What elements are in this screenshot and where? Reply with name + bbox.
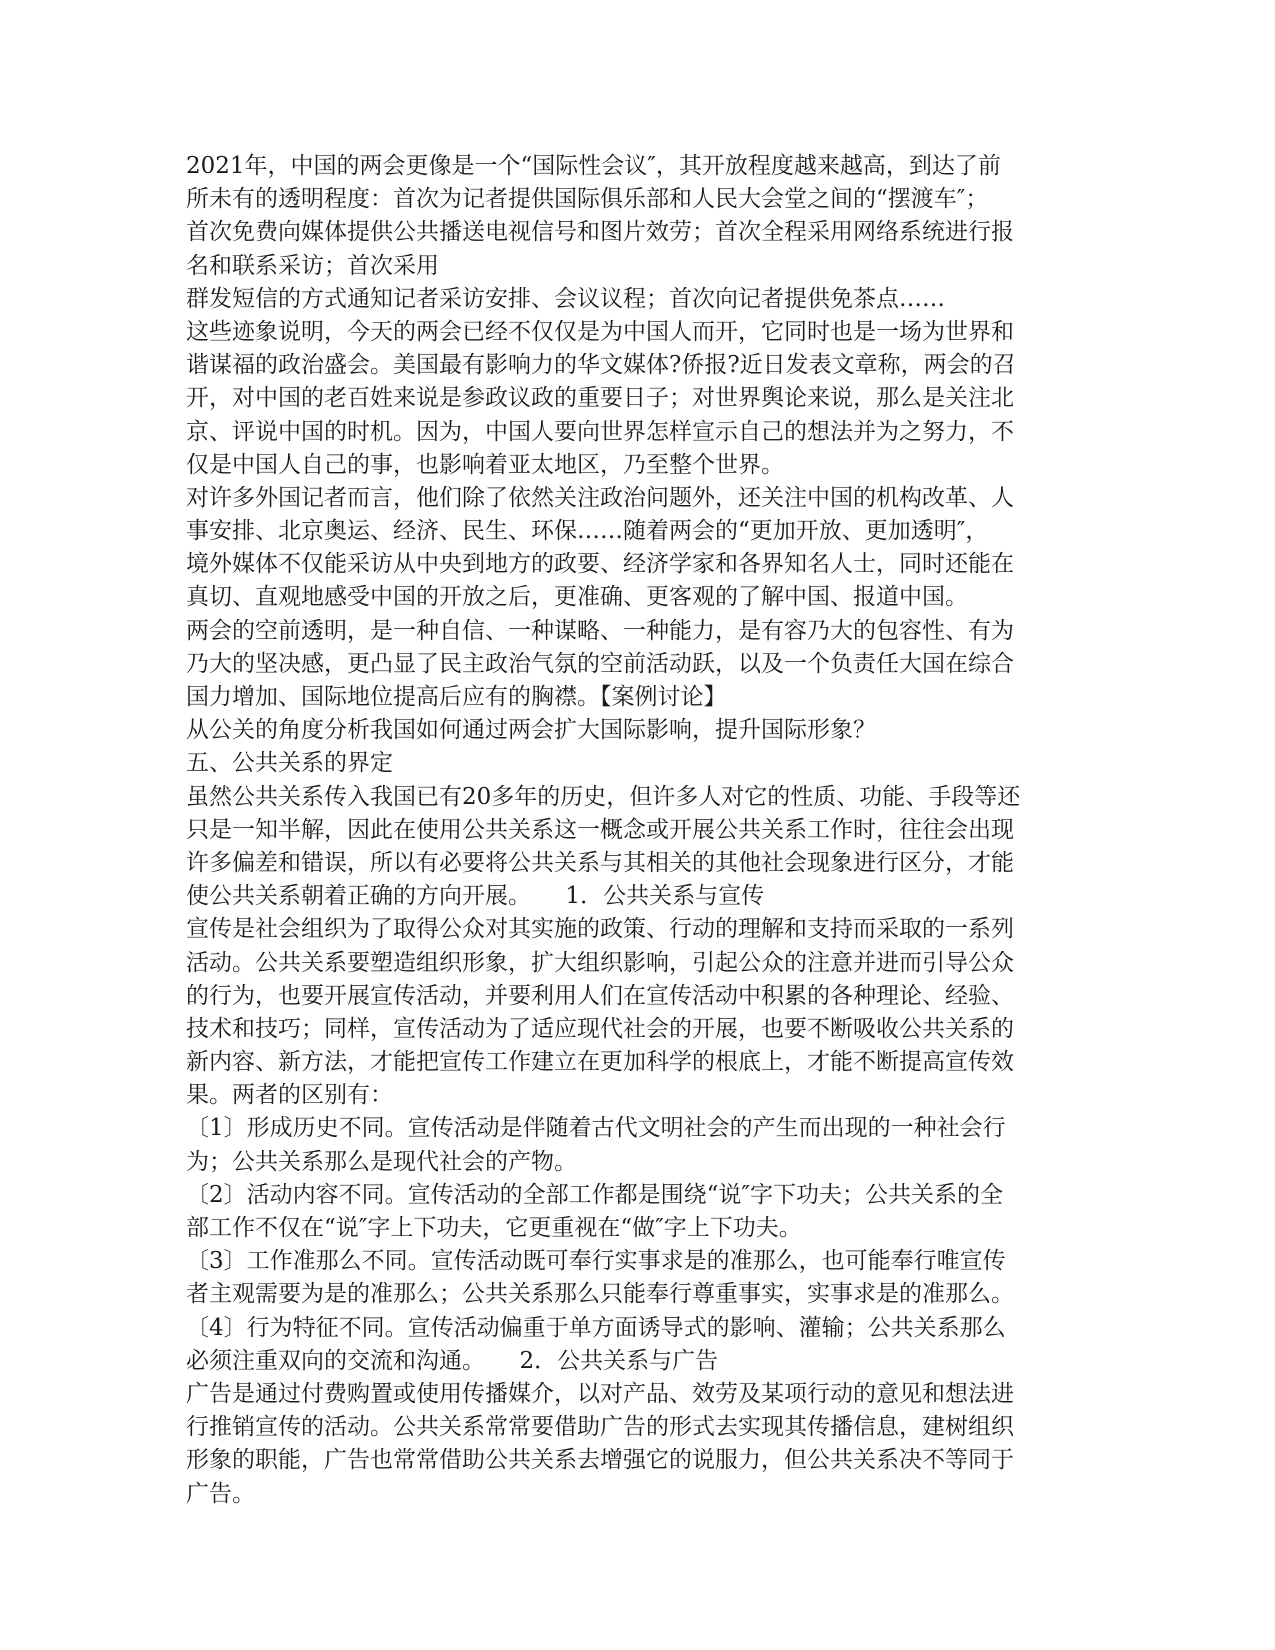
text-line: 广告是通过付费购置或使用传播媒介，以对产品、效劳及某项行动的意见和想法进 xyxy=(186,1380,1014,1407)
text-line: 事安排、北京奥运、经济、民生、环保……随着两会的“更加开放、更加透明″， xyxy=(186,518,989,545)
document-body xyxy=(186,150,1088,1511)
text-line: 使公共关系朝着正确的方向开展。 1．公共关系与宣传 xyxy=(186,883,765,910)
text-line: 这些迹象说明，今天的两会已经不仅仅是为中国人而开，它同时也是一场为世界和 xyxy=(186,318,1014,345)
text-line: 宣传是社会组织为了取得公众对其实施的政策、行动的理解和支持而采取的一系列 xyxy=(186,916,1014,943)
text-line: 京、评说中国的时机。因为，中国人要向世界怎样宣示自己的想法并为之努力，不 xyxy=(186,418,1014,445)
text-line: 〔1〕形成历史不同。宣传活动是伴随着古代文明社会的产生而出现的一种社会行 xyxy=(186,1115,1006,1142)
text-line: 仅是中国人自己的事，也影响着亚太地区，乃至整个世界。 xyxy=(186,451,784,478)
text-line: 许多偏差和错误，所以有必要将公共关系与其相关的其他社会现象进行区分，才能 xyxy=(186,849,1014,876)
text-line: 对许多外国记者而言，他们除了依然关注政治问题外，还关注中国的机构改革、人 xyxy=(186,484,1014,511)
text-line: 乃大的坚决感，更凸显了民主政治气氛的空前活动跃，以及一个负责任大国在综合 xyxy=(186,650,1014,677)
text-line: 开，对中国的老百姓来说是参政议政的重要日子；对世界舆论来说，那么是关注北 xyxy=(186,385,1014,412)
text-line: 群发短信的方式通知记者采访安排、会议议程；首次向记者提供免茶点…… xyxy=(186,285,945,312)
text-line: 果。两者的区别有： xyxy=(186,1082,393,1109)
text-line: 2021年，中国的两会更像是一个“国际性会议″，其开放程度越来越高，到达了前 xyxy=(186,153,1001,179)
text-line: 名和联系采访；首次采用 xyxy=(186,252,439,279)
text-line: 广告。 xyxy=(186,1480,255,1507)
text-line: 〔3〕工作准那么不同。宣传活动既可奉行实事求是的准那么，也可能奉行唯宣传 xyxy=(186,1248,1006,1275)
text-line: 新内容、新方法，才能把宣传工作建立在更加科学的根底上，才能不断提高宣传效 xyxy=(186,1049,1014,1076)
text-line: 部工作不仅在“说″字上下功夫，它更重视在“做″字上下功夫。 xyxy=(186,1215,802,1241)
text-line: 形象的职能，广告也常常借助公共关系去增强它的说服力，但公共关系决不等同于 xyxy=(186,1447,1014,1474)
text-line: 五、公共关系的界定 xyxy=(186,750,393,777)
text-line: 境外媒体不仅能采访从中央到地方的政要、经济学家和各界知名人士，同时还能在 xyxy=(186,551,1014,578)
text-line: 从公关的角度分析我国如何通过两会扩大国际影响，提升国际形象？ xyxy=(186,717,876,744)
text-line: 〔4〕行为特征不同。宣传活动偏重于单方面诱导式的影响、灌输；公共关系那么 xyxy=(186,1314,1006,1341)
text-line: 两会的空前透明，是一种自信、一种谋略、一种能力，是有容乃大的包容性、有为 xyxy=(186,617,1014,644)
text-line: 所未有的透明程度：首次为记者提供国际俱乐部和人民大会堂之间的“摆渡车″； xyxy=(186,186,989,213)
text-line: 首次免费向媒体提供公共播送电视信号和图片效劳；首次全程采用网络系统进行报 xyxy=(186,219,1014,246)
text-line: 者主观需要为是的准那么；公共关系那么只能奉行尊重事实，实事求是的准那么。 xyxy=(186,1281,1014,1308)
text-line: 活动。公共关系要塑造组织形象，扩大组织影响，引起公众的注意并进而引导公众 xyxy=(186,949,1014,976)
text-line: 〔2〕活动内容不同。宣传活动的全部工作都是围绕“说″字下功夫；公共关系的全 xyxy=(186,1181,1003,1208)
text-line: 真切、直观地感受中国的开放之后，更准确、更客观的了解中国、报道中国。 xyxy=(186,584,968,611)
text-line: 国力增加、国际地位提高后应有的胸襟。【案例讨论】 xyxy=(186,684,727,710)
text-line: 只是一知半解，因此在使用公共关系这一概念或开展公共关系工作时，往往会出现 xyxy=(186,816,1014,843)
text-line: 为；公共关系那么是现代社会的产物。 xyxy=(186,1148,577,1175)
text-line: 的行为，也要开展宣传活动，并要利用人们在宣传活动中积累的各种理论、经验、 xyxy=(186,982,1014,1009)
text-line: 虽然公共关系传入我国已有20多年的历史，但许多人对它的性质、功能、手段等还 xyxy=(186,783,1021,810)
text-line: 技术和技巧；同样，宣传活动为了适应现代社会的开展，也要不断吸收公共关系的 xyxy=(186,1015,1014,1042)
text-line: 必须注重双向的交流和沟通。 2．公共关系与广告 xyxy=(186,1347,719,1374)
text-line: 行推销宣传的活动。公共关系常常要借助广告的形式去实现其传播信息，建树组织 xyxy=(186,1414,1014,1441)
text-line: 谐谋福的政治盛会。美国最有影响力的华文媒体?侨报?近日发表文章称，两会的召 xyxy=(186,352,1016,379)
